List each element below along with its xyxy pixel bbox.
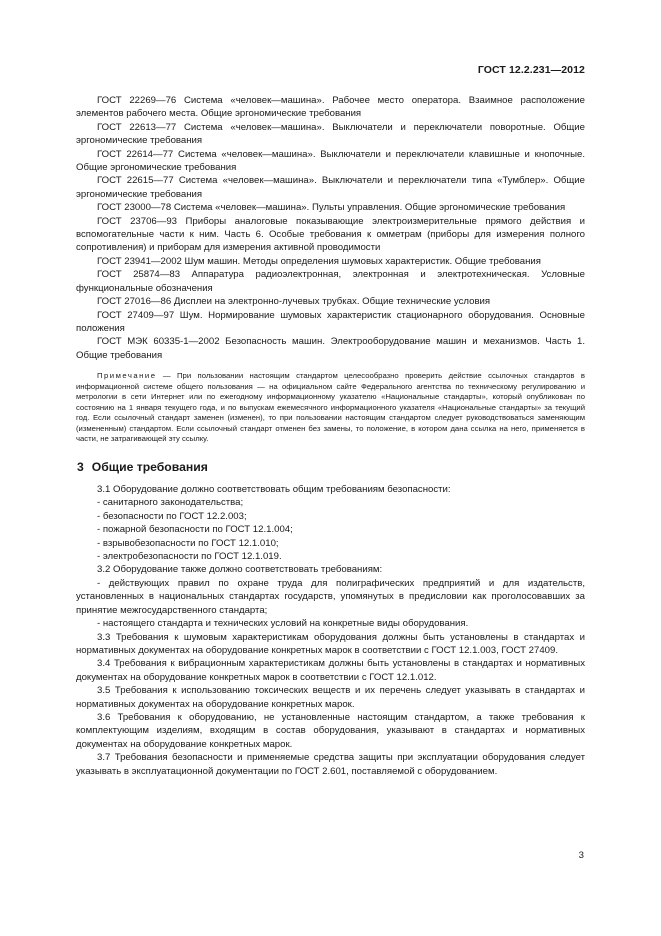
list-item: - безопасности по ГОСТ 12.2.003; [97,510,247,522]
reference-item: ГОСТ 23941—2002 Шум машин. Методы определения шумовых характеристик. Общие требования [97,255,541,267]
section-title: Общие требования [91,459,208,474]
reference-item: ГОСТ 27409—97 Шум. Нормирование шумовых характеристик стационарного оборудования. Основные положения [76,309,585,334]
reference-item: ГОСТ 22269—76 Система «человек—машина». Рабочее место оператора. Взаимное расположение элементов рабочего места. Общие эргономические требования [76,95,585,120]
reference-item: ГОСТ 25874—83 Аппаратура радиоэлектронная, электронная и электротехническая. Условные функциональные обозначения [76,269,585,294]
list-item: - пожарной безопасности по ГОСТ 12.1.004; [97,524,293,536]
list-item: - электробезопасности по ГОСТ 12.1.019. [97,551,282,563]
reference-item: ГОСТ 23000—78 Система «человек—машина». Пульты управления. Общие эргономические требования [97,202,566,214]
normative-references-list [76,94,585,362]
reference-item: ГОСТ 27016—86 Дисплеи на электронно-лучевых трубках. Общие технические условия [97,296,491,308]
list-item: - санитарного законодательства; [97,497,244,509]
list-item: - взрывобезопасности по ГОСТ 12.1.010; [97,537,279,549]
document-code-header: ГОСТ 12.2.231—2012 [477,64,585,76]
page-number: 3 [578,850,584,861]
section-number: 3 [77,459,84,474]
section-paragraph: 3.2 Оборудование также должно соответствовать требованиям: [97,564,383,576]
reference-item: ГОСТ 22615—77 Система «человек—машина». Выключатели и переключатели типа «Тумблер». Общие эргономические требования [76,175,585,200]
reference-item: ГОСТ 22614—77 Система «человек—машина». Выключатели и переключатели клавишные и кнопочные. Общие эргономические требования [76,148,585,174]
references-note [76,371,585,445]
section-paragraph: 3.4 Требования к вибрационным характеристикам должны быть установлены в стандартах и нормативных документах на оборудование конкретных марок в соответствии с ГОСТ 12.1.012. [76,658,585,683]
section-paragraph: 3.7 Требования безопасности и применяемые средства защиты при эксплуатации оборудования следует указывать в эксплуатационной документации по ГОСТ 2.601, поставляемой с оборудованием. [76,752,585,777]
section-heading [76,461,585,474]
list-item: - действующих правил по охране труда для полиграфических предприятий и для издательств, установленных в национальных стандартах государств, упомянутых в предисловии как проголосовавших за принятие межгосударственного стандарта; [76,577,585,616]
reference-item: ГОСТ 22613—77 Система «человек—машина». Выключатели и переключатели поворотные. Общие эргономические требования [76,121,585,147]
reference-item: ГОСТ 23706—93 Приборы аналоговые показывающие электроизмерительные прямого действия и вспомогательные части к ним. Часть 6. Особые требования к омметрам (приборы для измерения полного сопротивления) и приборам для измерения активной проводимости [76,215,585,254]
section-paragraph: 3.6 Требования к оборудованию, не установленные настоящим стандартом, а также требования к комплектующим изделиям, входящим в состав оборудования, указывают в стандартах и нормативных документах на оборудование конкретных марок. [76,711,585,750]
section-paragraph: 3.5 Требования к использованию токсических веществ и их перечень следует указывать в стандартах и нормативных документах на оборудование конкретных марок. [76,685,585,710]
note-text: — При пользовании настоящим стандартом целесообразно проверить действие ссылочных стандартов в информационной системе общего пользования — на официальном сайте Федерального агентства по техническому регулированию и метрологии в сети Интернет или по ежегодному информационному указателю «Национальные стандарты», который опубликован по состоянию на 1 января текущего года, и по выпускам ежемесячного информационного указателя «Национальные стандарты» за текущий год. Если ссылочный стандарт заменен (изменен), то при пользовании настоящим стандартом следует руководствоваться заменяющим (измененным) стандартом. Если ссылочный стандарт отменен без замены, то положение, в котором дана ссылка на него, применяется в части, не затрагивающей эту ссылку. [76,371,585,444]
document-body [76,94,585,778]
note-label: Примечание [97,371,157,381]
section-paragraph: 3.1 Оборудование должно соответствовать общим требованиям безопасности: [97,484,451,496]
reference-item: ГОСТ МЭК 60335-1—2002 Безопасность машин. Электрооборудование машин и механизмов. Часть 1. Общие требования [76,336,585,361]
section-content [76,483,585,778]
list-item: - настоящего стандарта и технических условий на конкретные виды оборудования. [97,618,469,630]
section-paragraph: 3.3 Требования к шумовым характеристикам оборудования должны быть установлены в стандартах и нормативных документах на оборудование конкретных марок в соответствии с ГОСТ 12.1.003, ГОСТ 27409. [76,631,585,656]
